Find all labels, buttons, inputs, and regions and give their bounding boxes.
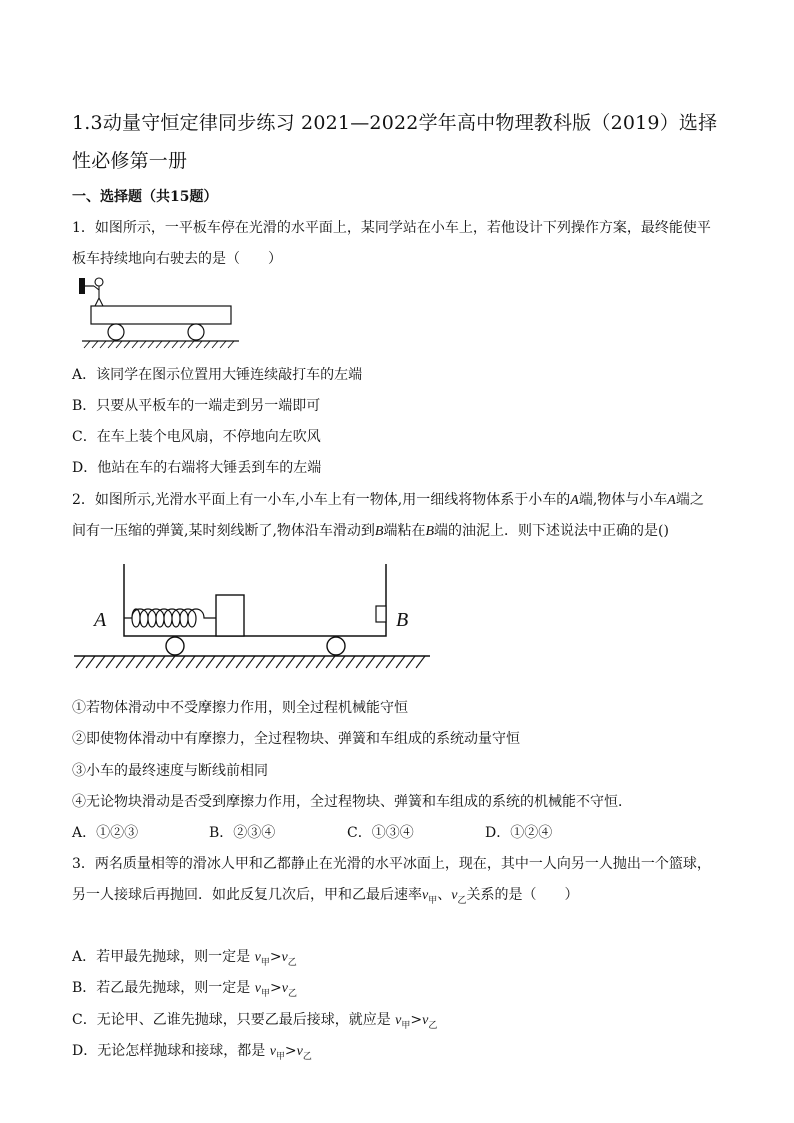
q3-line-2: 另一人接球后再抛回．如此反复几次后，甲和乙最后速率$v_甲$、$v_乙$关系的是（ ） [72, 887, 579, 906]
label-a: A [94, 609, 107, 631]
hammer-head [79, 278, 85, 294]
q2-statement-2: ②即使物体滑动中有摩擦力，全过程物块、弹簧和车组成的系统动量守恒 [72, 731, 520, 747]
cart-wheel-right [188, 324, 204, 340]
q3-line-1: 3．两名质量相等的滑冰人甲和乙都静止在光滑的水平冰面上，现在，其中一人向另一人抛出一个篮球， [72, 856, 711, 872]
q2-option-a: A．①②③ [72, 825, 139, 841]
document-title: 1.3动量守恒定律同步练习 2021—2022学年高中物理教科版（2019）选择性必修第一册 [72, 112, 718, 172]
q3-option-d: D．无论怎样抛球和接球，都是 $v_甲>v_乙$ [72, 1043, 312, 1062]
ground-hatching [84, 341, 234, 348]
label-b: B [396, 609, 409, 631]
q2-option-c: C．①③④ [347, 825, 414, 841]
q1-option-a: A．该同学在图示位置用大锤连续敲打车的左端 [72, 367, 363, 383]
q3-option-b: B．若乙最先抛球，则一定是 $v_甲>v_乙$ [72, 980, 297, 999]
q2-option-d: D．①②④ [485, 825, 553, 841]
q1-option-d: D．他站在车的右端将大锤丢到车的左端 [72, 460, 322, 476]
ground-hatching [76, 656, 425, 668]
q1-line-2: 板车持续地向右驶去的是（ ） [72, 251, 282, 267]
q2-statement-1: ①若物体滑动中不受摩擦力作用，则全过程机械能守恒 [72, 700, 408, 716]
q2-line-2: 间有一压缩的弹簧,某时刻线断了,物体沿车滑动到B端粘在B端的油泥上．则下述说法中正确的是() [72, 523, 669, 539]
q3-option-a: A．若甲最先抛球，则一定是 $v_甲>v_乙$ [72, 949, 297, 968]
q2-statement-4: ④无论物块滑动是否受到摩擦力作用，全过程物块、弹簧和车组成的系统的机械能不守恒． [72, 794, 632, 810]
section-heading: 一、选择题（共15题） [72, 189, 218, 205]
cart-wheel-left [108, 324, 124, 340]
q2-statement-3: ③小车的最终速度与断线前相同 [72, 763, 268, 779]
wheel-right [327, 637, 345, 655]
oil-mud [376, 606, 386, 622]
q3-option-c: C．无论甲、乙谁先抛球，只要乙最后接球，就应是 $v_甲>v_乙$ [72, 1012, 438, 1031]
q2-option-b: B．②③④ [209, 825, 276, 841]
person-head [95, 278, 103, 286]
q1-cart-diagram [74, 274, 244, 354]
q1-line-1: 1．如图所示，一平板车停在光滑的水平面上，某同学站在小车上，若他设计下列操作方案，最终能使平 [72, 220, 711, 236]
cart-body [91, 306, 231, 324]
q2-line-1: 2．如图所示,光滑水平面上有一小车,小车上有一物体,用一细线将物体系于小车的A端,物体与小车A端之 [72, 492, 704, 508]
wheel-left [166, 637, 184, 655]
q2-cart-spring-diagram [70, 560, 440, 678]
spring [124, 609, 216, 627]
block [216, 595, 244, 636]
q1-option-b: B．只要从平板车的一端走到另一端即可 [72, 398, 321, 414]
q1-option-c: C．在车上装个电风扇，不停地向左吹风 [72, 429, 321, 445]
